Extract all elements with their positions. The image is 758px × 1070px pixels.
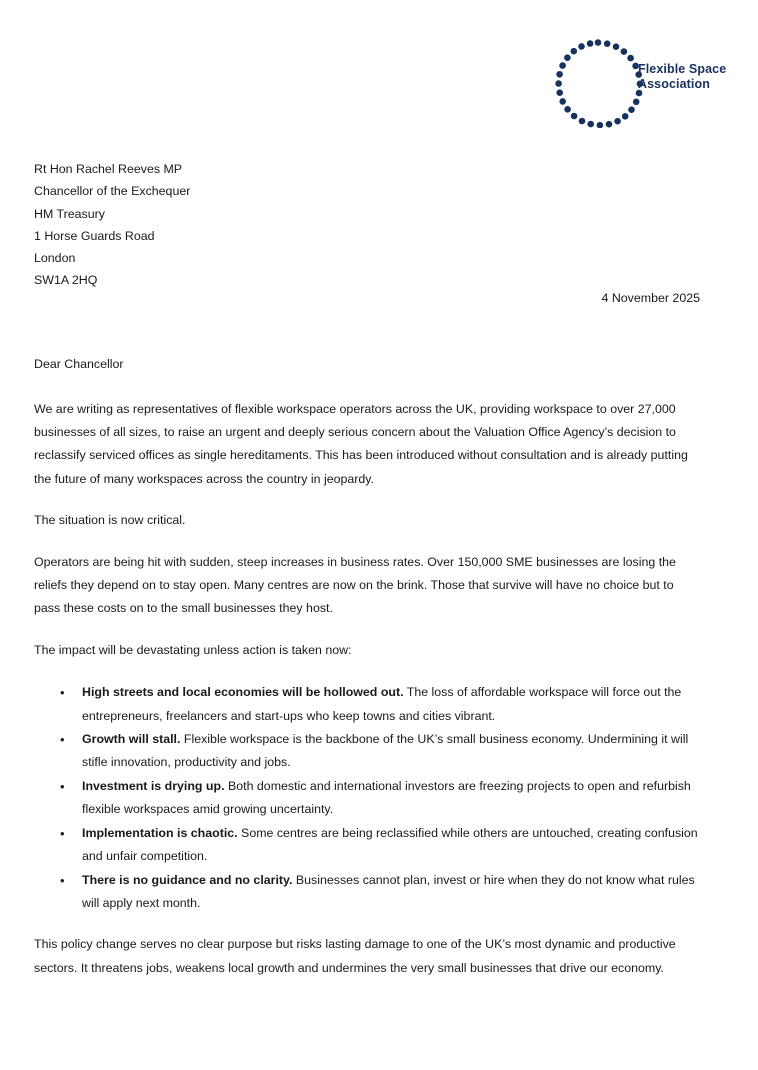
body-paragraph-1: We are writing as representatives of flexible workspace operators across the UK, providing workspace to over 27,000 businesses of all sizes, to raise an urgent and deeply serious concern about the Valuation Office Agency’s decision to reclassify serviced offices as single hereditaments. This has been introduced without consultation and is already putting the future of many workspaces across the country in jeopardy. <box>34 402 688 486</box>
list-item-text: Flexible workspace is the backbone of the UK’s small business economy. Undermining it will stifle innovation, productivity and jobs. <box>82 732 689 770</box>
list-item <box>80 869 699 915</box>
list-item-lead: High streets and local economies will be hollowed out. <box>82 685 404 700</box>
salutation: Dear Chancellor <box>34 357 124 371</box>
list-item <box>80 775 699 821</box>
list-item <box>80 728 699 774</box>
body-paragraph-2: The situation is now critical. <box>34 513 186 528</box>
list-item-text: Both domestic and international investors are freezing projects to open and refurbish flexible workspaces amid growing uncertainty. <box>82 779 691 817</box>
address-line: SW1A 2HQ <box>34 273 98 288</box>
letter-date: 4 November 2025 <box>601 291 700 305</box>
body-paragraph-3: Operators are being hit with sudden, steep increases in business rates. Over 150,000 SME businesses are losing the reliefs they depend on to stay open. Many centres are now on the brink. Those that survive will have no choice but to pass these costs on to the small businesses they host. <box>34 555 676 616</box>
logo-wordmark-line2: Association <box>638 77 710 91</box>
impact-bullet-list <box>34 681 699 915</box>
address-line: Rt Hon Rachel Reeves MP <box>34 162 183 176</box>
body-paragraph-5: This policy change serves no clear purpose but risks lasting damage to one of the UK’s most dynamic and productive sectors. It threatens jobs, weakens local growth and undermines the very small businesses that drive our economy. <box>34 937 676 975</box>
list-item-lead: Growth will stall. <box>82 732 181 747</box>
list-item-text: Some centres are being reclassified while others are untouched, creating confusion and unfair competition. <box>82 826 698 864</box>
recipient-address-block <box>34 158 190 292</box>
address-line: HM Treasury <box>34 206 105 221</box>
logo-wordmark <box>638 62 734 92</box>
address-line: London <box>34 251 76 266</box>
address-line: 1 Horse Guards Road <box>34 228 155 243</box>
organisation-logo <box>552 28 732 138</box>
list-item <box>80 822 699 868</box>
list-item-text: The loss of affordable workspace will force out the entrepreneurs, freelancers and start-ups who keep towns and cities vibrant. <box>82 685 682 723</box>
body-paragraph-4: The impact will be devastating unless action is taken now: <box>34 643 352 658</box>
list-item-text: Businesses cannot plan, invest or hire when they do not know what rules will apply next month. <box>82 872 695 911</box>
letter-body <box>34 398 699 998</box>
list-item-lead: Investment is drying up. <box>82 779 225 794</box>
address-line: Chancellor of the Exchequer <box>34 184 191 199</box>
list-item <box>80 681 699 727</box>
list-item-lead: Implementation is chaotic. <box>82 826 238 841</box>
logo-wordmark-line1: Flexible Space <box>638 62 727 76</box>
circular-dotted-ring-icon <box>552 36 644 128</box>
list-item-lead: There is no guidance and no clarity. <box>82 872 293 887</box>
